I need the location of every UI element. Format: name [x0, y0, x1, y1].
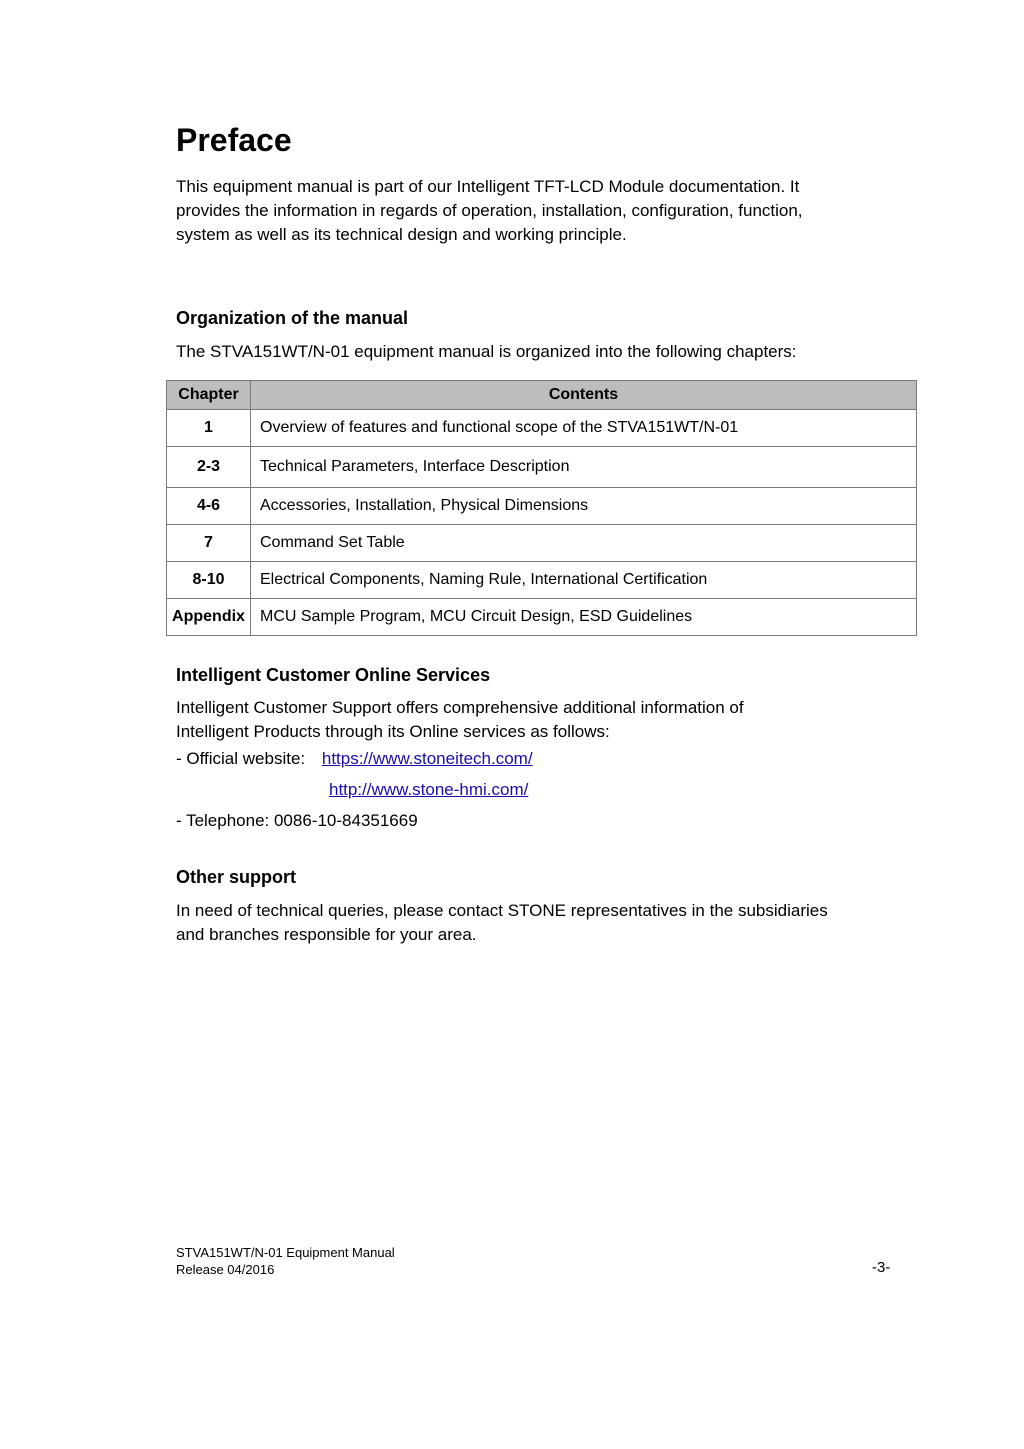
table-row: [167, 488, 917, 525]
chapter-cell: Appendix: [167, 599, 251, 636]
other-support-heading: Other support: [176, 867, 296, 887]
website-link-stoneitech[interactable]: https://www.stoneitech.com/: [321, 749, 533, 768]
contents-cell: Technical Parameters, Interface Description: [251, 447, 917, 488]
telephone-line: - Telephone: 0086-10-84351669: [176, 811, 418, 830]
footer-release: Release 04/2016: [176, 1262, 275, 1277]
chapter-cell: 2-3: [167, 447, 251, 488]
preface-intro-line-1: This equipment manual is part of our Intelligent TFT-LCD Module documentation. It: [176, 177, 800, 196]
table-row: [167, 599, 917, 636]
column-header-contents: Contents: [251, 381, 917, 410]
online-services-line-1: Intelligent Customer Support offers comprehensive additional information of: [176, 698, 744, 717]
official-website-line: [176, 747, 533, 771]
other-support-text: [176, 899, 876, 947]
contents-cell: Overview of features and functional scope of the STVA151WT/N-01: [251, 410, 917, 447]
contents-cell: Accessories, Installation, Physical Dimensions: [251, 488, 917, 525]
table-row: [167, 410, 917, 447]
preface-intro-line-3: system as well as its technical design and working principle.: [176, 225, 627, 244]
footer-doc-info: [176, 1244, 395, 1278]
table-row: [167, 562, 917, 599]
chapter-cell: 8-10: [167, 562, 251, 599]
contents-cell: Command Set Table: [251, 525, 917, 562]
organization-heading: Organization of the manual: [176, 308, 409, 328]
online-services-line-2: Intelligent Products through its Online services as follows:: [176, 722, 610, 741]
chapter-cell: 7: [167, 525, 251, 562]
table-header-row: [167, 381, 917, 410]
table-row: [167, 447, 917, 488]
website-link-stone-hmi[interactable]: http://www.stone-hmi.com/: [329, 780, 529, 799]
contents-cell: MCU Sample Program, MCU Circuit Design, ESD Guidelines: [251, 599, 917, 636]
online-services-heading: Intelligent Customer Online Services: [176, 665, 491, 685]
chapters-table: [166, 380, 917, 636]
page-title: Preface: [176, 122, 292, 158]
secondary-website-line: [329, 778, 528, 802]
table-row: [167, 525, 917, 562]
contents-cell: Electrical Components, Naming Rule, International Certification: [251, 562, 917, 599]
preface-intro-line-2: provides the information in regards of operation, installation, configuration, function,: [176, 201, 803, 220]
official-website-label: - Official website:: [176, 749, 306, 768]
chapter-cell: 4-6: [167, 488, 251, 525]
organization-text: The STVA151WT/N-01 equipment manual is organized into the following chapters:: [176, 342, 797, 361]
chapter-cell: 1: [167, 410, 251, 447]
preface-intro: [176, 175, 876, 247]
footer-doc-title: STVA151WT/N-01 Equipment Manual: [176, 1245, 395, 1260]
other-support-line-2: and branches responsible for your area.: [176, 925, 477, 944]
column-header-chapter: Chapter: [167, 381, 251, 410]
online-services-text: [176, 696, 876, 744]
page-number: -3-: [872, 1259, 891, 1276]
other-support-line-1: In need of technical queries, please contact STONE representatives in the subsidiaries: [176, 901, 828, 920]
